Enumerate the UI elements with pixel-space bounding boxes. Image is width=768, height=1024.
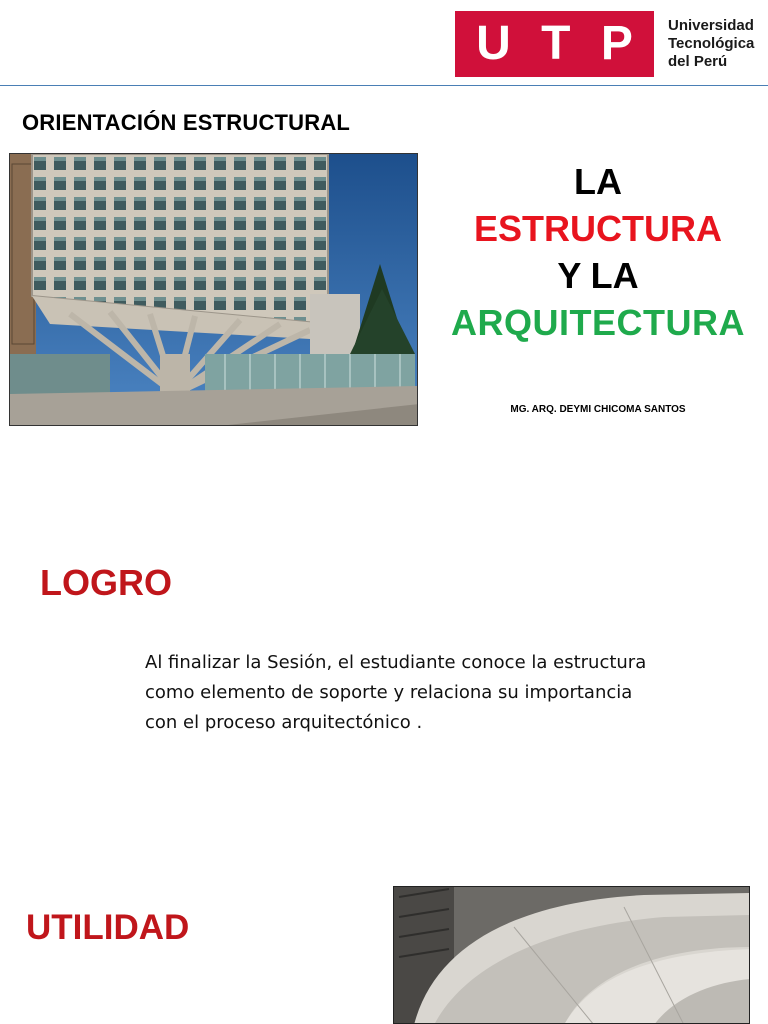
header-divider bbox=[0, 85, 768, 86]
title-line-4: ARQUITECTURA bbox=[451, 302, 745, 343]
university-name-line-1: Universidad bbox=[668, 17, 754, 34]
utp-logo bbox=[455, 11, 654, 77]
logo-letter-u: U bbox=[476, 17, 511, 70]
title-line-2: ESTRUCTURA bbox=[474, 208, 722, 249]
course-title: ORIENTACIÓN ESTRUCTURAL bbox=[22, 110, 351, 135]
title-line-1: LA bbox=[574, 161, 622, 202]
logro-heading: LOGRO bbox=[40, 562, 172, 603]
building-photo bbox=[9, 153, 418, 426]
logro-text-line-1: Al finalizar la Sesión, el estudiante conoce la estructura bbox=[145, 652, 647, 673]
university-name-line-2: Tecnológica bbox=[668, 35, 755, 52]
logro-text-line-3: con el proceso arquitectónico . bbox=[145, 712, 423, 733]
logo-letter-t: T bbox=[541, 17, 571, 70]
title-line-3: Y LA bbox=[557, 255, 639, 296]
logro-text-line-2: como elemento de soporte y relaciona su importancia bbox=[145, 682, 633, 703]
concrete-structure-photo bbox=[393, 886, 750, 1024]
logo-letter-p: P bbox=[600, 17, 633, 70]
university-name bbox=[668, 17, 768, 71]
presentation-title bbox=[428, 158, 768, 346]
author-name: MG. ARQ. DEYMI CHICOMA SANTOS bbox=[510, 404, 686, 415]
university-name-line-3: del Perú bbox=[668, 53, 728, 70]
logro-text bbox=[145, 648, 745, 738]
utilidad-heading: UTILIDAD bbox=[26, 908, 190, 947]
